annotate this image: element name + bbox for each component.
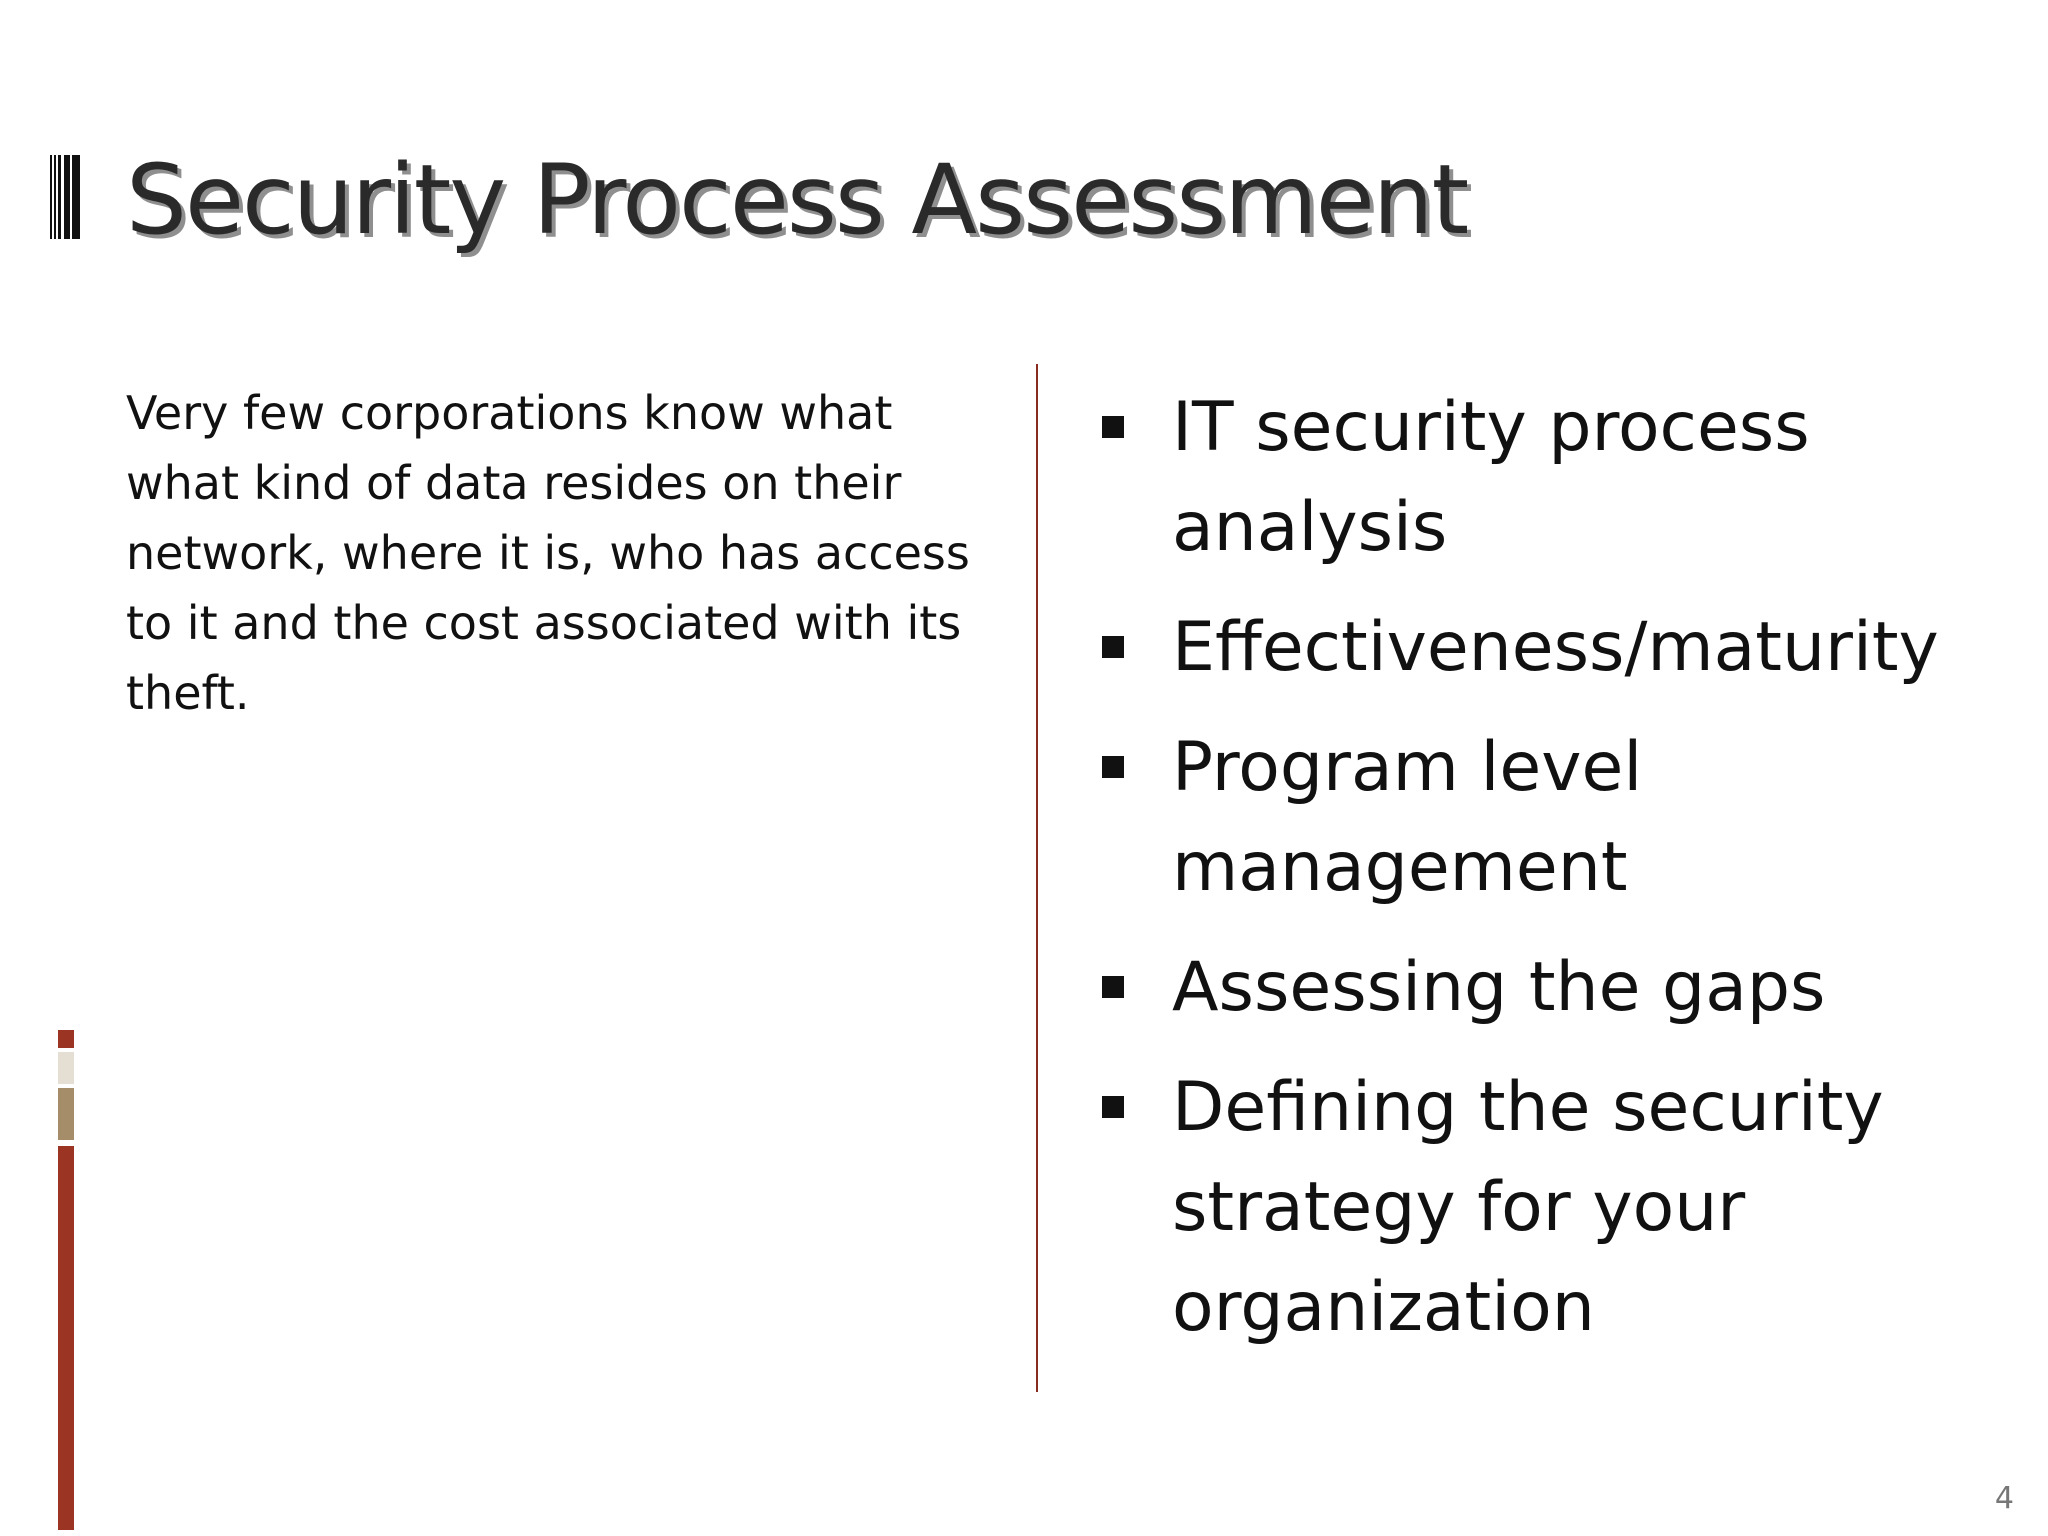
square-bullet-icon	[1102, 976, 1124, 998]
bullet-text: Assessing the gaps	[1172, 948, 1826, 1027]
list-item	[1090, 378, 1970, 578]
bullet-text: IT security process analysis	[1172, 388, 1810, 567]
title-bars-icon	[50, 155, 80, 239]
square-bullet-icon	[1102, 636, 1124, 658]
column-divider	[1036, 364, 1038, 1392]
bullet-text: Program level management	[1172, 728, 1643, 907]
list-item	[1090, 1058, 1970, 1358]
decorative-bar-tan	[58, 1088, 74, 1140]
bullet-text: Defining the security strategy for your organization	[1172, 1068, 1884, 1347]
square-bullet-icon	[1102, 756, 1124, 778]
decorative-bar-light	[58, 1052, 74, 1084]
square-bullet-icon	[1102, 416, 1124, 438]
decorative-bar-red-top	[58, 1030, 74, 1048]
decorative-bar-red-long	[58, 1146, 74, 1530]
slide-title: Security Process Assessment	[126, 144, 1468, 256]
page-number: 4	[1994, 1481, 2014, 1516]
square-bullet-icon	[1102, 1096, 1124, 1118]
bullet-list	[1090, 378, 1970, 1378]
list-item	[1090, 938, 1970, 1038]
bullet-text: Effectiveness/maturity	[1172, 608, 1939, 687]
body-text: Very few corporations know what what kind of data resides on their network, where it is, who has access to it and the cost associated with its theft.	[126, 386, 970, 720]
list-item	[1090, 598, 1970, 698]
list-item	[1090, 718, 1970, 918]
